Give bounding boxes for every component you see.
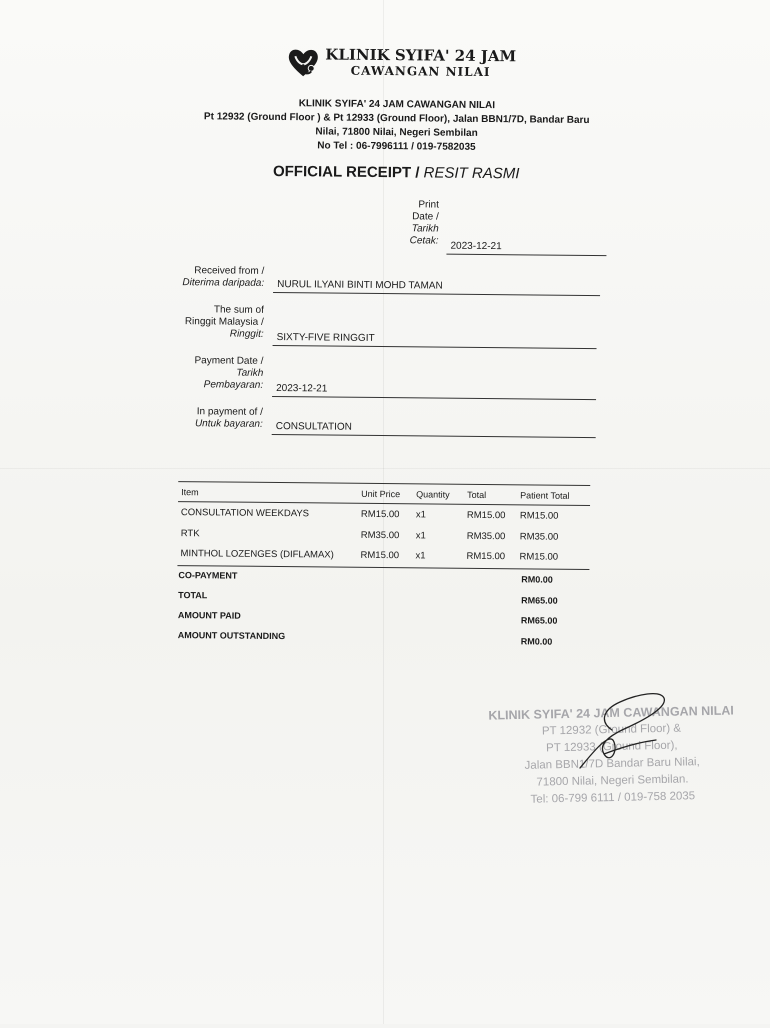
- header-total: Total: [467, 489, 487, 501]
- table-header-rule: [178, 501, 590, 506]
- summary-row-amount-outstanding: AMOUNT OUTSTANDING RM0.00: [177, 630, 553, 647]
- stamp-title: KLINIK SYIFA' 24 JAM CAWANGAN NILAI: [488, 703, 734, 723]
- clinic-name: KLINIK SYIFA' 24 JAM CAWANGAN NILAI: [298, 98, 496, 112]
- payment-for-value: CONSULTATION: [275, 421, 352, 433]
- receipt-title: [241, 163, 551, 183]
- logo-line-2: CAWANGAN NILAI: [350, 63, 491, 80]
- summary-row-copayment: CO-PAYMENT RM0.00: [178, 570, 553, 585]
- table-row: RTK RM35.00 x1 RM35.00 RM35.00: [180, 528, 559, 543]
- sum-value: SIXTY-FIVE RINGGIT: [276, 332, 375, 344]
- sum-label: The sum of Ringgit Malaysia / Ringgit:: [184, 304, 264, 340]
- header-item: Item: [181, 487, 199, 498]
- header-patient-total: Patient Total: [520, 490, 570, 501]
- receipt-title-ms: RESIT RASMI: [423, 164, 520, 183]
- signature: [560, 682, 690, 782]
- print-date-value: 2023-12-21: [450, 240, 502, 253]
- header-unit-price: Unit Price: [361, 488, 401, 500]
- print-date-underline: [446, 254, 606, 257]
- print-date-label: Print Date / Tarikh Cetak:: [409, 199, 439, 247]
- heart-stethoscope-icon: [285, 44, 321, 80]
- clinic-address-line-2: Nilai, 71800 Nilai, Negeri Sembilan: [315, 126, 478, 139]
- clinic-address-block: [201, 96, 592, 156]
- received-from-underline: [273, 292, 600, 296]
- stamp-line-3: Jalan BBN1/7D Bandar Baru Nilai,: [524, 756, 700, 772]
- table-items-rule: [177, 565, 589, 570]
- summary-row-total: TOTAL RM65.00: [178, 590, 558, 606]
- payment-for-label: In payment of / Untuk bayaran:: [194, 406, 263, 430]
- payment-date-underline: [272, 396, 596, 400]
- table-row: MINTHOL LOZENGES (DIFLAMAX) RM15.00 x1 RM15.00 RM15.00: [180, 548, 559, 563]
- stamp-line-5: Tel: 06-799 6111 / 019-758 2035: [530, 790, 696, 806]
- summary-row-amount-paid: AMOUNT PAID RM65.00: [177, 610, 558, 626]
- stamp-line-4: 71800 Nilai, Negeri Sembilan.: [536, 773, 689, 789]
- payment-date-label: Payment Date / Tarikh Pembayaran:: [194, 355, 264, 391]
- clinic-address-line-1: Pt 12932 (Ground Floor ) & Pt 12933 (Ground Floor), Jalan BBN1/7D, Bandar Baru: [203, 111, 590, 127]
- sum-underline: [273, 345, 597, 349]
- header-quantity: Quantity: [416, 489, 450, 500]
- clinic-logo: [285, 44, 516, 82]
- stamp-line-2: PT 12933 (Ground Floor),: [545, 739, 678, 755]
- payment-for-underline: [272, 434, 596, 438]
- received-from-value: NURUL ILYANI BINTI MOHD TAMAN: [277, 279, 443, 292]
- receipt-title-en: OFFICIAL RECEIPT /: [272, 162, 420, 182]
- payment-date-value: 2023-12-21: [276, 383, 328, 395]
- logo-line-1: KLINIK SYIFA' 24 JAM: [325, 45, 517, 66]
- clinic-phone: No Tel : 06-7996111 / 019-7582035: [317, 140, 476, 153]
- received-from-label: Received from / Diterima daripada:: [182, 265, 265, 289]
- stamp-line-1: PT 12932 (Ground Floor) &: [541, 722, 682, 738]
- items-table: [177, 481, 590, 647]
- table-row: CONSULTATION WEEKDAYS RM15.00 x1 RM15.00 RM15.00: [180, 507, 559, 522]
